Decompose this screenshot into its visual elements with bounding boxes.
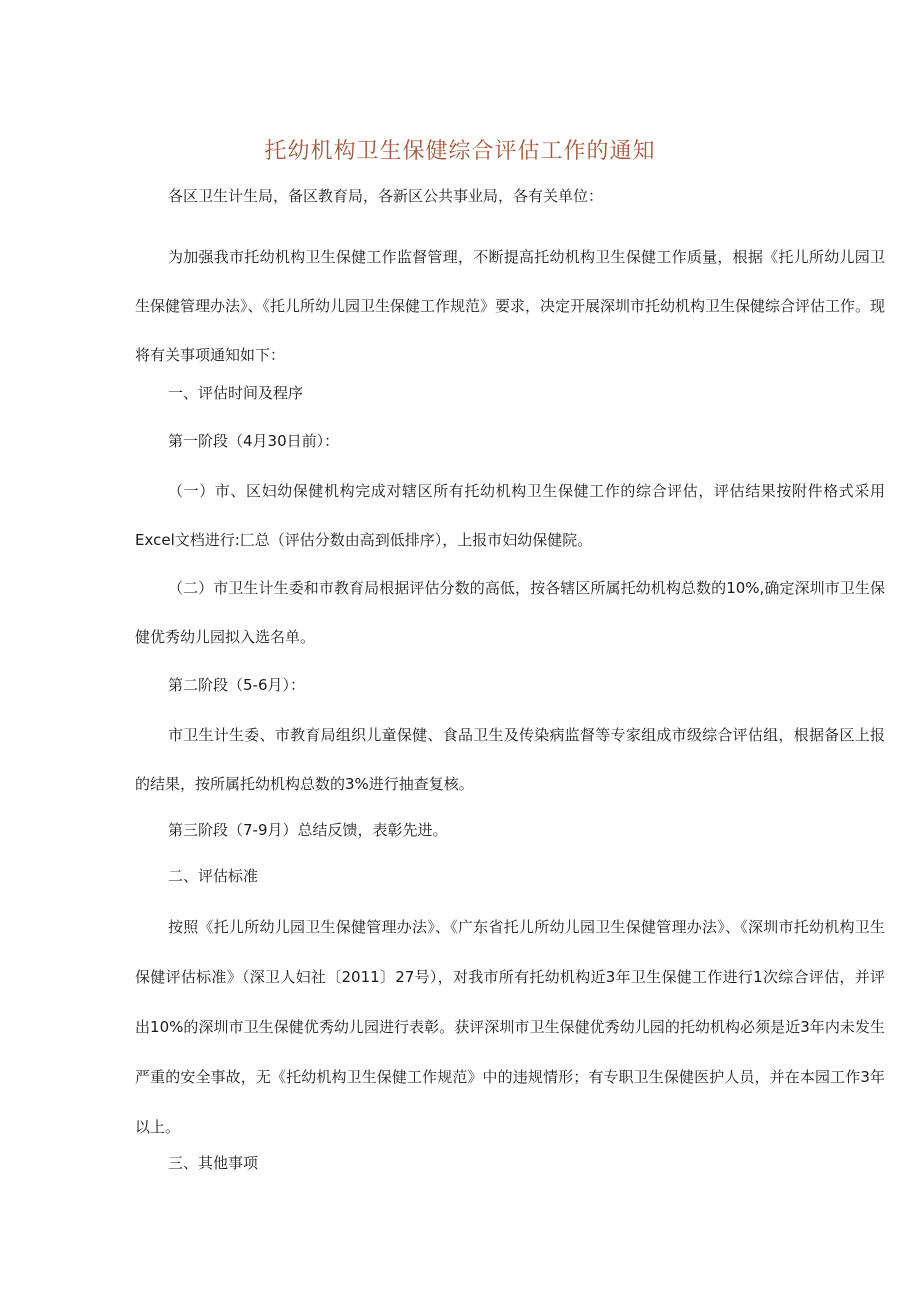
- paragraph-item-2: （二）市卫生计生委和市教育局根据评估分数的高低，按各辖区所属托幼机构总数的10%,确定深圳市卫生保健优秀幼儿园拟入选名单。: [135, 579, 885, 646]
- paragraph-stage-2: 第二阶段（5-6月）：: [168, 676, 306, 694]
- paragraph-stage-1: 第一阶段（4月30日前）：: [168, 432, 340, 450]
- paragraph-addressees: 各区卫生计生局，备区教育局，各新区公共事业局，各有关单位：: [168, 187, 604, 205]
- paragraph-stage-2-detail: 市卫生计生委、市教育局组织儿童保健、食品卫生及传染病监督等专家组成市级综合评估组，根据备区上报的结果，按所属托幼机构总数的3%进行抽查复核。: [135, 726, 885, 793]
- section-heading-2: 二、评估标准: [168, 867, 259, 885]
- paragraph-item-1: （一）市、区妇幼保健机构完成对辖区所有托幼机构卫生保健工作的综合评估，评估结果按附件格式采用Excel文档进行:匚总（评估分数由高到低排序），上报市妇幼保健院。: [135, 482, 885, 549]
- section-heading-1: 一、评估时间及程序: [168, 384, 304, 402]
- document-title: 托幼机构卫生保健综合评估工作的通知: [264, 139, 656, 164]
- paragraph-stage-3: 第三阶段（7-9月）总结反馈，表彰先进。: [168, 821, 448, 839]
- paragraph-intro: 为加强我市托幼机构卫生保健工作监督管理，不断提高托幼机构卫生保健工作质量，根据《托儿所幼儿园卫生保健管理办法》、《托儿所幼儿园卫生保健工作规范》要求，决定开展深圳市托幼机构卫生保健综合评估工作。现将有关事项通知如下：: [135, 248, 886, 364]
- paragraph-standards: 按照《托儿所幼儿园卫生保健管理办法》、《广东省托儿所幼儿园卫生保健管理办法》、《深圳市托幼机构卫生保健评估标准》（深卫人妇社〔2011〕27号），对我市所有托幼机构近3年卫生保健工作进行1次综合评估，并评出10%的深圳市卫生保健优秀幼儿园进行表彰。获评深圳市卫生保健优秀幼儿园的托幼机构必须是近3年内未发生严重的安全事故，无《托幼机构卫生保健工作规范》中的违规情形；有专职卫生保健医护人员，并在本园工作3年以上。: [135, 918, 885, 1136]
- section-heading-3: 三、其他事项: [168, 1154, 259, 1172]
